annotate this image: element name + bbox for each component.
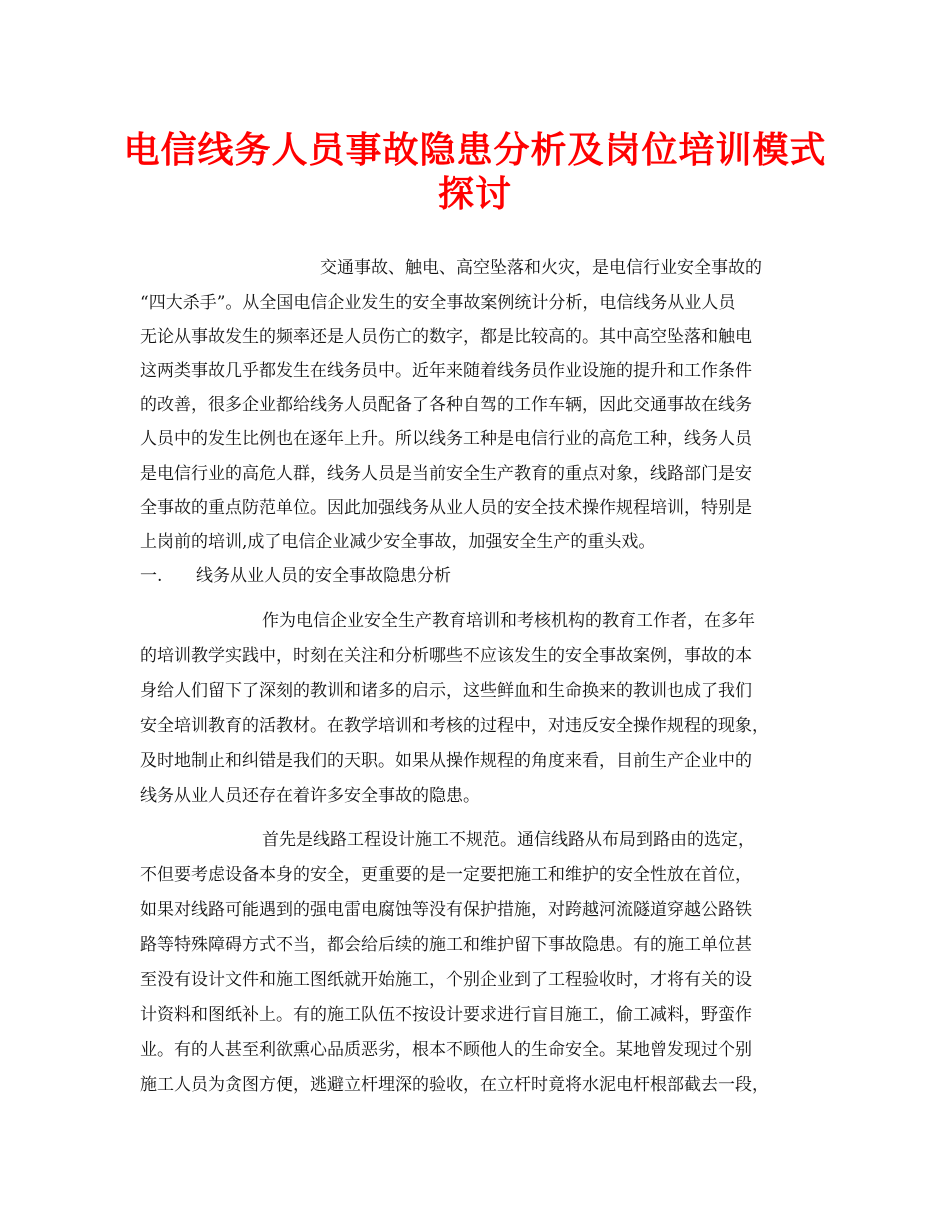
document-title-line-1: 电信线务人员事故隐患分析及岗位培训模式: [123, 129, 827, 171]
paragraph-1-line-6: 人员中的发生比例也在逐年上升。所以线务工种是电信行业的高危工种，线务人员: [140, 429, 752, 449]
paragraph-3-line-5: 至没有设计文件和施工图纸就开始施工，个别企业到了工程验收时，才将有关的设: [140, 970, 752, 990]
document-title-line-2: 探讨: [437, 173, 512, 215]
paragraph-2-line-4: 安全培训教育的活教材。在教学培训和考核的过程中，对违反安全操作规程的现象，: [140, 716, 769, 736]
paragraph-1-line-2: “四大杀手”。从全国电信企业发生的安全事故案例统计分析，电信线务从业人员: [140, 293, 736, 313]
paragraph-3-line-1: 首先是线路工程设计施工不规范。通信线路从布局到路由的选定，: [262, 830, 755, 850]
paragraph-3-line-8: 施工人员为贪图方便，逃避立杆埋深的验收，在立杆时竟将水泥电杆根部截去一段，: [140, 1075, 769, 1095]
paragraph-2-line-6: 线务从业人员还存在着许多安全事故的隐患。: [140, 786, 480, 806]
paragraph-3-line-3: 如果对线路可能遇到的强电雷电腐蚀等没有保护措施，对跨越河流隧道穿越公路铁: [140, 900, 752, 920]
paragraph-1-line-1: 交通事故、触电、高空坠落和火灾，是电信行业安全事故的: [320, 258, 762, 278]
paragraph-3-line-6: 计资料和图纸补上。有的施工队伍不按设计要求进行盲目施工，偷工减料，野蛮作: [140, 1005, 752, 1025]
paragraph-3-line-7: 业。有的人甚至利欲熏心品质恶劣，根本不顾他人的生命安全。某地曾发现过个别: [140, 1040, 752, 1060]
section-heading: 线务从业人员的安全事故隐患分析: [196, 566, 451, 586]
paragraph-2-line-1: 作为电信企业安全生产教育培训和考核机构的教育工作者，在多年: [262, 611, 755, 631]
section-number: 一.: [140, 566, 163, 586]
paragraph-3-line-2: 不但要考虑设备本身的安全，更重要的是一定要把施工和维护的安全性放在首位，: [140, 865, 752, 885]
paragraph-1-line-5: 的改善，很多企业都给线务人员配备了各种自驾的工作车辆，因此交通事故在线务: [140, 395, 752, 415]
paragraph-2-line-2: 的培训教学实践中，时刻在关注和分析哪些不应该发生的安全事故案例，事故的本: [140, 646, 752, 666]
paragraph-1-line-9: 上岗前的培训,成了电信企业减少安全事故，加强安全生产的重头戏。: [140, 532, 656, 552]
paragraph-2-line-5: 及时地制止和纠错是我们的天职。如果从操作规程的角度来看，目前生产企业中的: [140, 751, 752, 771]
paragraph-2-line-3: 身给人们留下了深刻的教训和诸多的启示，这些鲜血和生命换来的教训也成了我们: [140, 681, 752, 701]
paragraph-1-line-3: 无论从事故发生的频率还是人员伤亡的数字，都是比较高的。其中高空坠落和触电: [140, 327, 752, 347]
paragraph-1-line-7: 是电信行业的高危人群，线务人员是当前安全生产教育的重点对象，线路部门是安: [140, 464, 752, 484]
paragraph-1-line-4: 这两类事故几乎都发生在线务员中。近年来随着线务员作业设施的提升和工作条件: [140, 361, 752, 381]
paragraph-3-line-4: 路等特殊障碍方式不当，都会给后续的施工和维护留下事故隐患。有的施工单位甚: [140, 935, 752, 955]
paragraph-1-line-8: 全事故的重点防范单位。因此加强线务从业人员的安全技术操作规程培训，特别是: [140, 498, 752, 518]
